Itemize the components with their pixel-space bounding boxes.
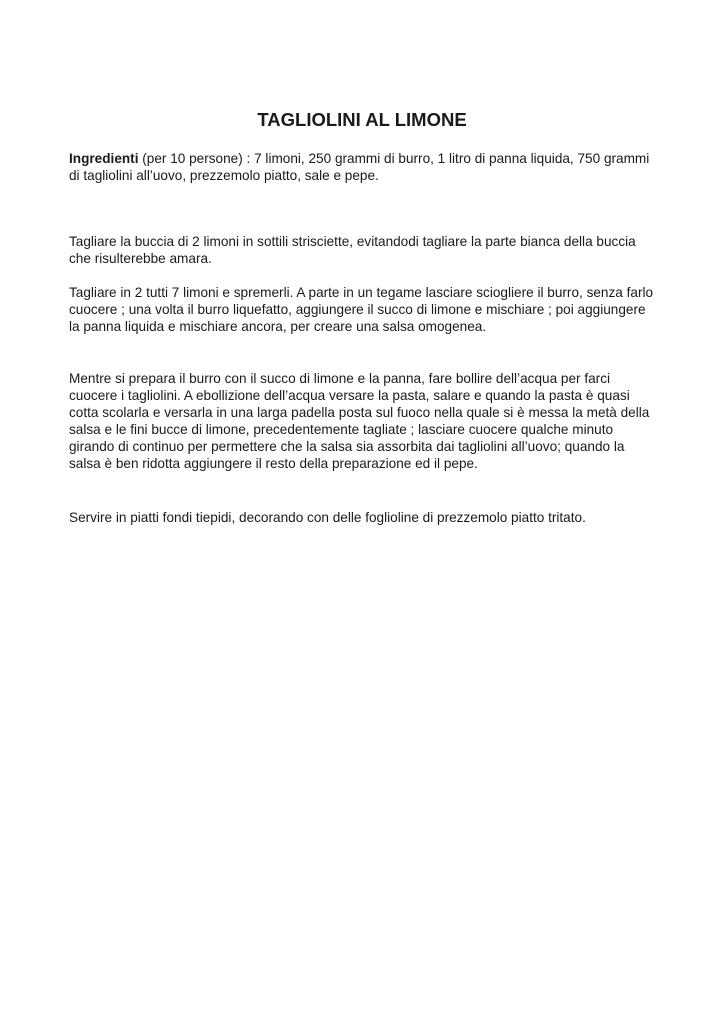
step-text-3: Mentre si prepara il burro con il succo di limone e la panna, fare bollire dell’acqua per farci cuocere i tagliolini. A ebollizione dell’acqua versare la pasta, salare e quando la pasta è quasi cotta scolarla e versarla in una larga padella posta sul fuoco nella quale si è messa la metà della salsa e le fini bucce di limone, precedentemente tagliate ; lasciare cuocere qualche minuto girando di continuo per permettere che la salsa sia assorbita dai tagliolini all’uovo; quando la salsa è ben ridotta aggiungere il resto della preparazione ed il pepe. (69, 371, 650, 471)
step-paragraph-2 (69, 284, 659, 335)
step-paragraph-3 (69, 370, 659, 472)
step-paragraph-1 (69, 233, 659, 267)
step-text-2: Tagliare in 2 tutti 7 limoni e spremerli. A parte in un tegame lasciare sciogliere il burro, senza farlo cuocere ; una volta il burro liquefatto, aggiungere il succo di limone e mischiare ; poi aggiungere la panna liquida e mischiare ancora, per creare una salsa omogenea. (69, 285, 654, 334)
step-paragraph-4 (69, 509, 659, 526)
ingredients-text (69, 150, 659, 184)
step-text-4: Servire in piatti fondi tiepidi, decorando con delle foglioline di prezzemolo piatto tritato. (69, 510, 586, 525)
ingredients-paragraph (69, 150, 659, 184)
page-title: TAGLIOLINI AL LIMONE (257, 109, 467, 130)
ingredients-label: Ingredienti (69, 151, 139, 166)
ingredients-list: (per 10 persone) : 7 limoni, 250 grammi di burro, 1 litro di panna liquida, 750 grammi di tagliolini all’uovo, prezzemolo piatto, sale e pepe. (69, 151, 650, 183)
step-text-1: Tagliare la buccia di 2 limoni in sottili strisciette, evitandodi tagliare la parte bianca della buccia che risulterebbe amara. (69, 234, 636, 266)
